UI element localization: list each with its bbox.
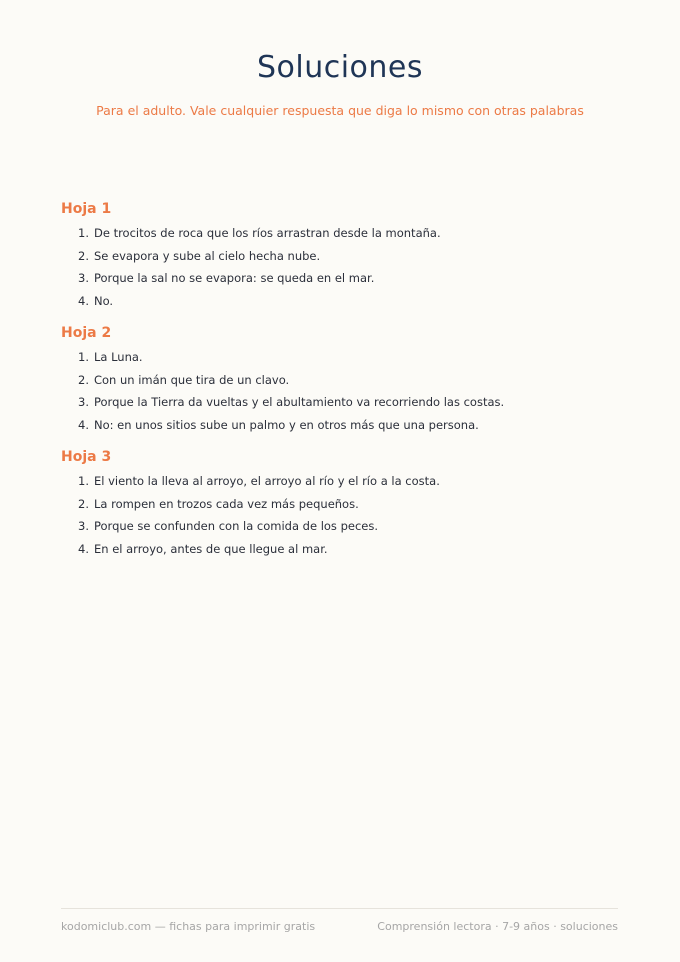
answer-item xyxy=(78,538,621,561)
answer-item xyxy=(78,245,621,268)
answer-number: 1. xyxy=(78,350,89,364)
footer-page-info: Comprensión lectora · 7-9 años · soluciones xyxy=(377,920,618,933)
answer-text: La rompen en trozos cada vez más pequeños. xyxy=(93,496,359,511)
answer-text: Se evapora y sube al cielo hecha nube. xyxy=(93,248,321,263)
answer-number: 2. xyxy=(78,248,89,263)
answer-text: No. xyxy=(93,293,114,308)
answer-text: El viento la lleva al arroyo, el arroyo al río y el río a la costa. xyxy=(93,474,440,488)
answer-item xyxy=(78,267,621,290)
answer-text: Porque se confunden con la comida de los peces. xyxy=(93,519,378,533)
answer-text: Con un imán que tira de un clavo. xyxy=(93,372,290,387)
answer-item xyxy=(78,369,621,392)
page-subtitle: Para el adulto. Vale cualquier respuesta que diga lo mismo con otras palabras xyxy=(96,103,584,118)
section-hoja-1 xyxy=(61,200,621,312)
answer-item xyxy=(78,515,621,538)
section-hoja-3 xyxy=(61,448,621,560)
answer-number: 2. xyxy=(78,372,89,387)
answer-item xyxy=(78,493,621,516)
answer-text: La Luna. xyxy=(93,350,143,364)
answer-text: Porque la sal no se evapora: se queda en el mar. xyxy=(93,271,375,285)
answer-number: 2. xyxy=(78,496,89,511)
answer-item xyxy=(78,222,621,245)
answer-number: 4. xyxy=(78,417,89,432)
footer-site-credit: kodomiclub.com — fichas para imprimir gratis xyxy=(61,920,316,933)
answer-number: 4. xyxy=(78,541,89,556)
section-hoja-2 xyxy=(61,324,621,436)
answer-text: En el arroyo, antes de que llegue al mar. xyxy=(93,541,328,556)
answer-text: No: en unos sitios sube un palmo y en otros más que una persona. xyxy=(93,417,479,432)
page-title: Soluciones xyxy=(256,50,424,85)
answer-item xyxy=(78,470,621,493)
answer-number: 1. xyxy=(78,474,89,488)
answer-list xyxy=(61,222,621,312)
answer-text: Porque la Tierra da vueltas y el abultamiento va recorriendo las costas. xyxy=(93,395,505,409)
section-heading: Hoja 3 xyxy=(61,449,112,465)
answer-item xyxy=(78,290,621,313)
footer-divider xyxy=(61,908,618,909)
solutions-content xyxy=(61,200,621,572)
answer-number: 3. xyxy=(78,519,89,533)
section-heading: Hoja 2 xyxy=(61,325,112,341)
answer-item xyxy=(78,346,621,369)
answer-number: 1. xyxy=(78,226,89,240)
answer-text: De trocitos de roca que los ríos arrastran desde la montaña. xyxy=(93,226,441,240)
answer-list xyxy=(61,470,621,560)
section-heading: Hoja 1 xyxy=(61,201,112,217)
answer-item xyxy=(78,391,621,414)
answer-number: 4. xyxy=(78,293,89,308)
answer-number: 3. xyxy=(78,395,89,409)
answer-item xyxy=(78,414,621,437)
answer-number: 3. xyxy=(78,271,89,285)
answer-list xyxy=(61,346,621,436)
